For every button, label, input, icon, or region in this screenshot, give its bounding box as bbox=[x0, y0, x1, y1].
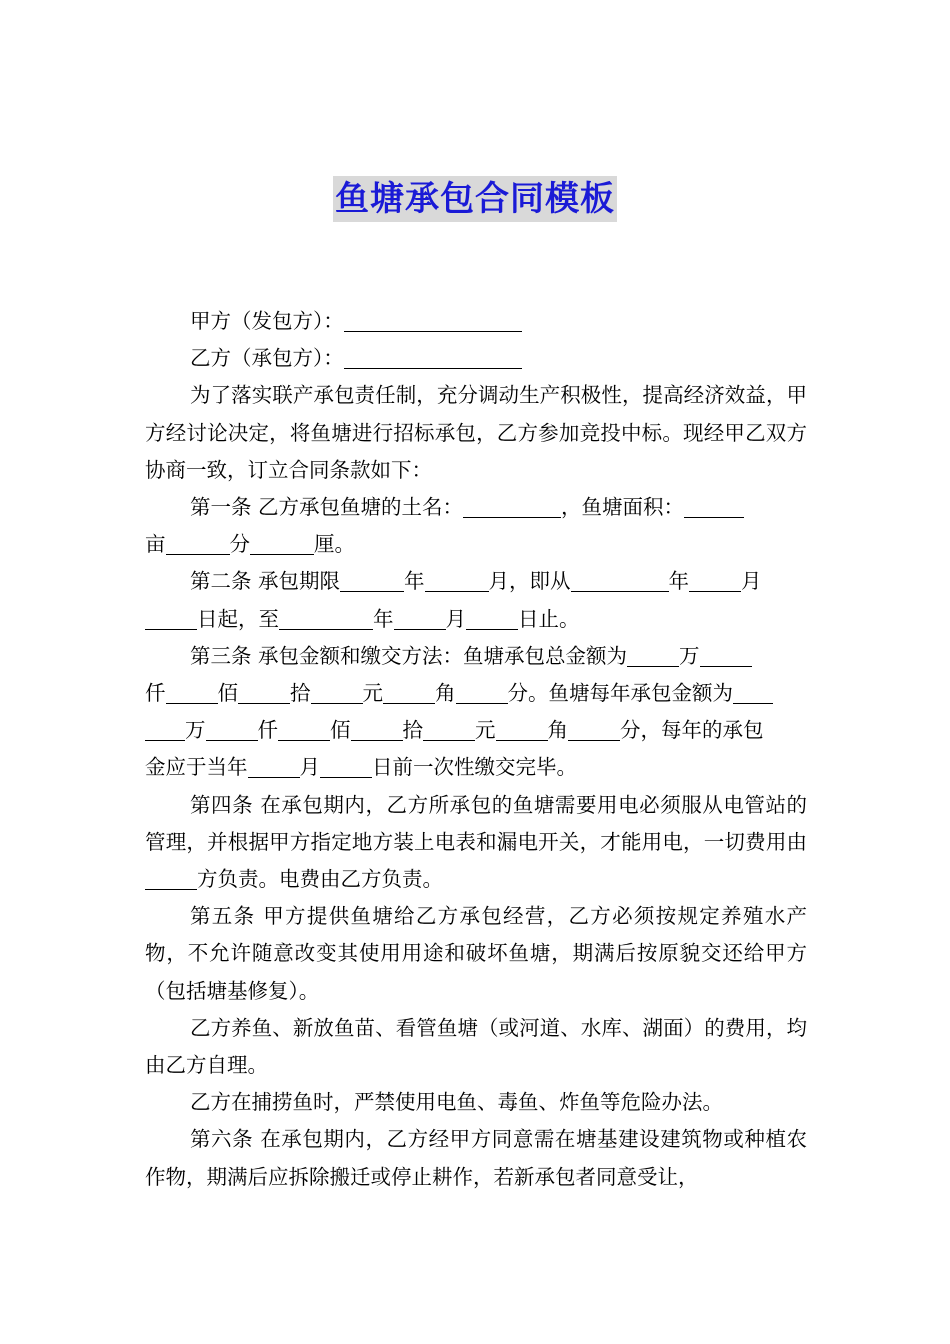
yuan-label: 元 bbox=[475, 718, 496, 743]
to-label: 日起，至 bbox=[197, 606, 279, 631]
bai-label: 佰 bbox=[330, 718, 351, 743]
article-3-text: 第三条 承包金额和缴交方法：鱼塘承包总金额为 bbox=[190, 643, 628, 668]
month-label: 月 bbox=[488, 569, 510, 594]
area-blank[interactable] bbox=[684, 493, 744, 518]
month-label: 月 bbox=[299, 755, 320, 780]
shi-label: 拾 bbox=[402, 718, 423, 743]
end-month-blank[interactable] bbox=[394, 605, 446, 630]
qian-label: 仟 bbox=[257, 718, 278, 743]
year-label: 年 bbox=[668, 569, 690, 594]
annual-end-label: 分，每年的承包 bbox=[620, 718, 764, 743]
wan-label: 万 bbox=[679, 643, 700, 668]
yuan-label: 元 bbox=[362, 681, 383, 706]
article-2-text: 第二条 承包期限 bbox=[190, 569, 341, 594]
party-a-line bbox=[145, 303, 807, 340]
article-5-text-2: 产物，不允许随意改变其使用用途和破坏鱼塘，期满后按原貌交还 bbox=[145, 904, 807, 966]
article-1-area-label: ，鱼塘面积： bbox=[561, 495, 685, 520]
party-b-line bbox=[145, 340, 807, 377]
intro-text-2: 益，甲方经讨论决定，将鱼塘进行招标承包，乙方参加竞投中标。 bbox=[145, 383, 808, 445]
title-wrap bbox=[0, 176, 950, 222]
total-qian-blank[interactable] bbox=[700, 642, 752, 667]
term-year-blank[interactable] bbox=[340, 567, 404, 592]
party-b-label: 乙方（承包方）： bbox=[190, 346, 344, 371]
jiao-label: 角 bbox=[435, 681, 456, 706]
qian-label: 仟 bbox=[145, 681, 166, 706]
article-4-text-3: 一切费用由 bbox=[703, 829, 808, 854]
total-yuan-blank[interactable] bbox=[311, 679, 363, 704]
mu-label: 亩 bbox=[145, 532, 166, 557]
document-title: 鱼塘承包合同模板 bbox=[333, 176, 617, 222]
paragraph-fishing bbox=[145, 1084, 807, 1121]
party-a-label: 甲方（发包方）： bbox=[190, 309, 344, 333]
annual-jiao-blank[interactable] bbox=[496, 716, 548, 741]
intro-paragraph bbox=[145, 377, 807, 489]
document-body bbox=[145, 303, 807, 1196]
year-label: 年 bbox=[404, 569, 425, 594]
annual-fen-blank[interactable] bbox=[568, 716, 620, 741]
article-4-text-4: 方负责。电费由乙方负责。 bbox=[197, 867, 443, 892]
article-6 bbox=[145, 1121, 807, 1195]
annual-label: 分。鱼塘每年承包金额为 bbox=[507, 681, 733, 706]
annual-bai-blank[interactable] bbox=[278, 716, 330, 741]
annual-yuan-blank[interactable] bbox=[423, 716, 475, 741]
paragraph-costs bbox=[145, 1010, 807, 1084]
total-fen-blank[interactable] bbox=[456, 679, 508, 704]
start-month-blank[interactable] bbox=[689, 567, 741, 592]
party-b-blank[interactable] bbox=[344, 344, 522, 369]
pay-date-label: 金应于当年 bbox=[145, 755, 248, 780]
article-4-text-2: 站的管理，并根据甲方指定地方装上电表和漏电开关，才能用电， bbox=[145, 792, 808, 854]
article-5 bbox=[145, 898, 807, 1010]
pay-day-blank[interactable] bbox=[320, 753, 372, 778]
start-year-blank[interactable] bbox=[571, 567, 669, 592]
article-6-text-2: 植农作物，期满后应拆除搬迁或停止耕作，若新承包者同意受让， bbox=[145, 1127, 808, 1189]
annual-wan-blank-a[interactable] bbox=[733, 679, 773, 704]
annual-shi-blank[interactable] bbox=[351, 716, 403, 741]
total-jiao-blank[interactable] bbox=[383, 679, 435, 704]
term-month-blank[interactable] bbox=[425, 567, 489, 592]
jiao-label: 角 bbox=[547, 718, 568, 743]
bai-label: 佰 bbox=[217, 681, 238, 706]
intro-text-3: 现经甲乙双方协商一致，订立合同条款如下： bbox=[145, 420, 807, 482]
article-1 bbox=[145, 489, 807, 563]
article-2 bbox=[145, 563, 807, 637]
annual-qian-blank[interactable] bbox=[206, 716, 258, 741]
end-day-blank[interactable] bbox=[466, 605, 518, 630]
intro-text-1: 为了落实联产承包责任制，充分调动生产积极性，提高经济效 bbox=[190, 383, 746, 408]
pay-end-label: 日前一次性缴交完毕。 bbox=[372, 755, 577, 780]
party-a-blank[interactable] bbox=[344, 307, 522, 332]
from-label: ，即从 bbox=[509, 569, 571, 594]
pond-name-blank[interactable] bbox=[463, 493, 561, 518]
article-5-text-3: 给甲方（包括塘基修复）。 bbox=[145, 941, 808, 1003]
total-bai-blank[interactable] bbox=[166, 679, 218, 704]
wan-label: 万 bbox=[185, 718, 206, 743]
year-label: 年 bbox=[373, 606, 394, 631]
li-label: 厘。 bbox=[314, 532, 355, 557]
annual-wan-blank-b[interactable] bbox=[145, 716, 185, 741]
article-5-text-1: 第五条 甲方提供鱼塘给乙方承包经营，乙方必须按规定养殖水 bbox=[190, 904, 787, 929]
mu-blank[interactable] bbox=[166, 530, 230, 555]
fishing-text: 乙方在捕捞鱼时，严禁使用电鱼、毒鱼、炸鱼等危险办法。 bbox=[190, 1090, 723, 1115]
article-6-text-1: 第六条 在承包期内，乙方经甲方同意需在塘基建设建筑物或种 bbox=[190, 1127, 766, 1152]
costs-text-2: 用，均由乙方自理。 bbox=[145, 1015, 808, 1078]
costs-text-1: 乙方养鱼、新放鱼苗、看管鱼塘（或河道、水库、湖面）的费 bbox=[190, 1015, 746, 1040]
end-label: 日止。 bbox=[518, 606, 580, 631]
month-label: 月 bbox=[445, 606, 466, 631]
fee-party-blank[interactable] bbox=[145, 865, 197, 890]
article-1-text: 第一条 乙方承包鱼塘的土名： bbox=[190, 495, 464, 520]
month-label: 月 bbox=[741, 569, 762, 594]
end-year-blank[interactable] bbox=[279, 605, 373, 630]
start-day-blank[interactable] bbox=[145, 605, 197, 630]
total-wan-blank[interactable] bbox=[627, 642, 679, 667]
shi-label: 拾 bbox=[290, 681, 311, 706]
fen-blank[interactable] bbox=[250, 530, 314, 555]
fen-label: 分 bbox=[229, 532, 250, 557]
total-shi-blank[interactable] bbox=[238, 679, 290, 704]
article-4 bbox=[145, 787, 807, 899]
pay-month-blank[interactable] bbox=[248, 753, 300, 778]
article-3 bbox=[145, 638, 807, 787]
article-4-text-1: 第四条 在承包期内，乙方所承包的鱼塘需要用电必须服从电管 bbox=[190, 792, 766, 817]
